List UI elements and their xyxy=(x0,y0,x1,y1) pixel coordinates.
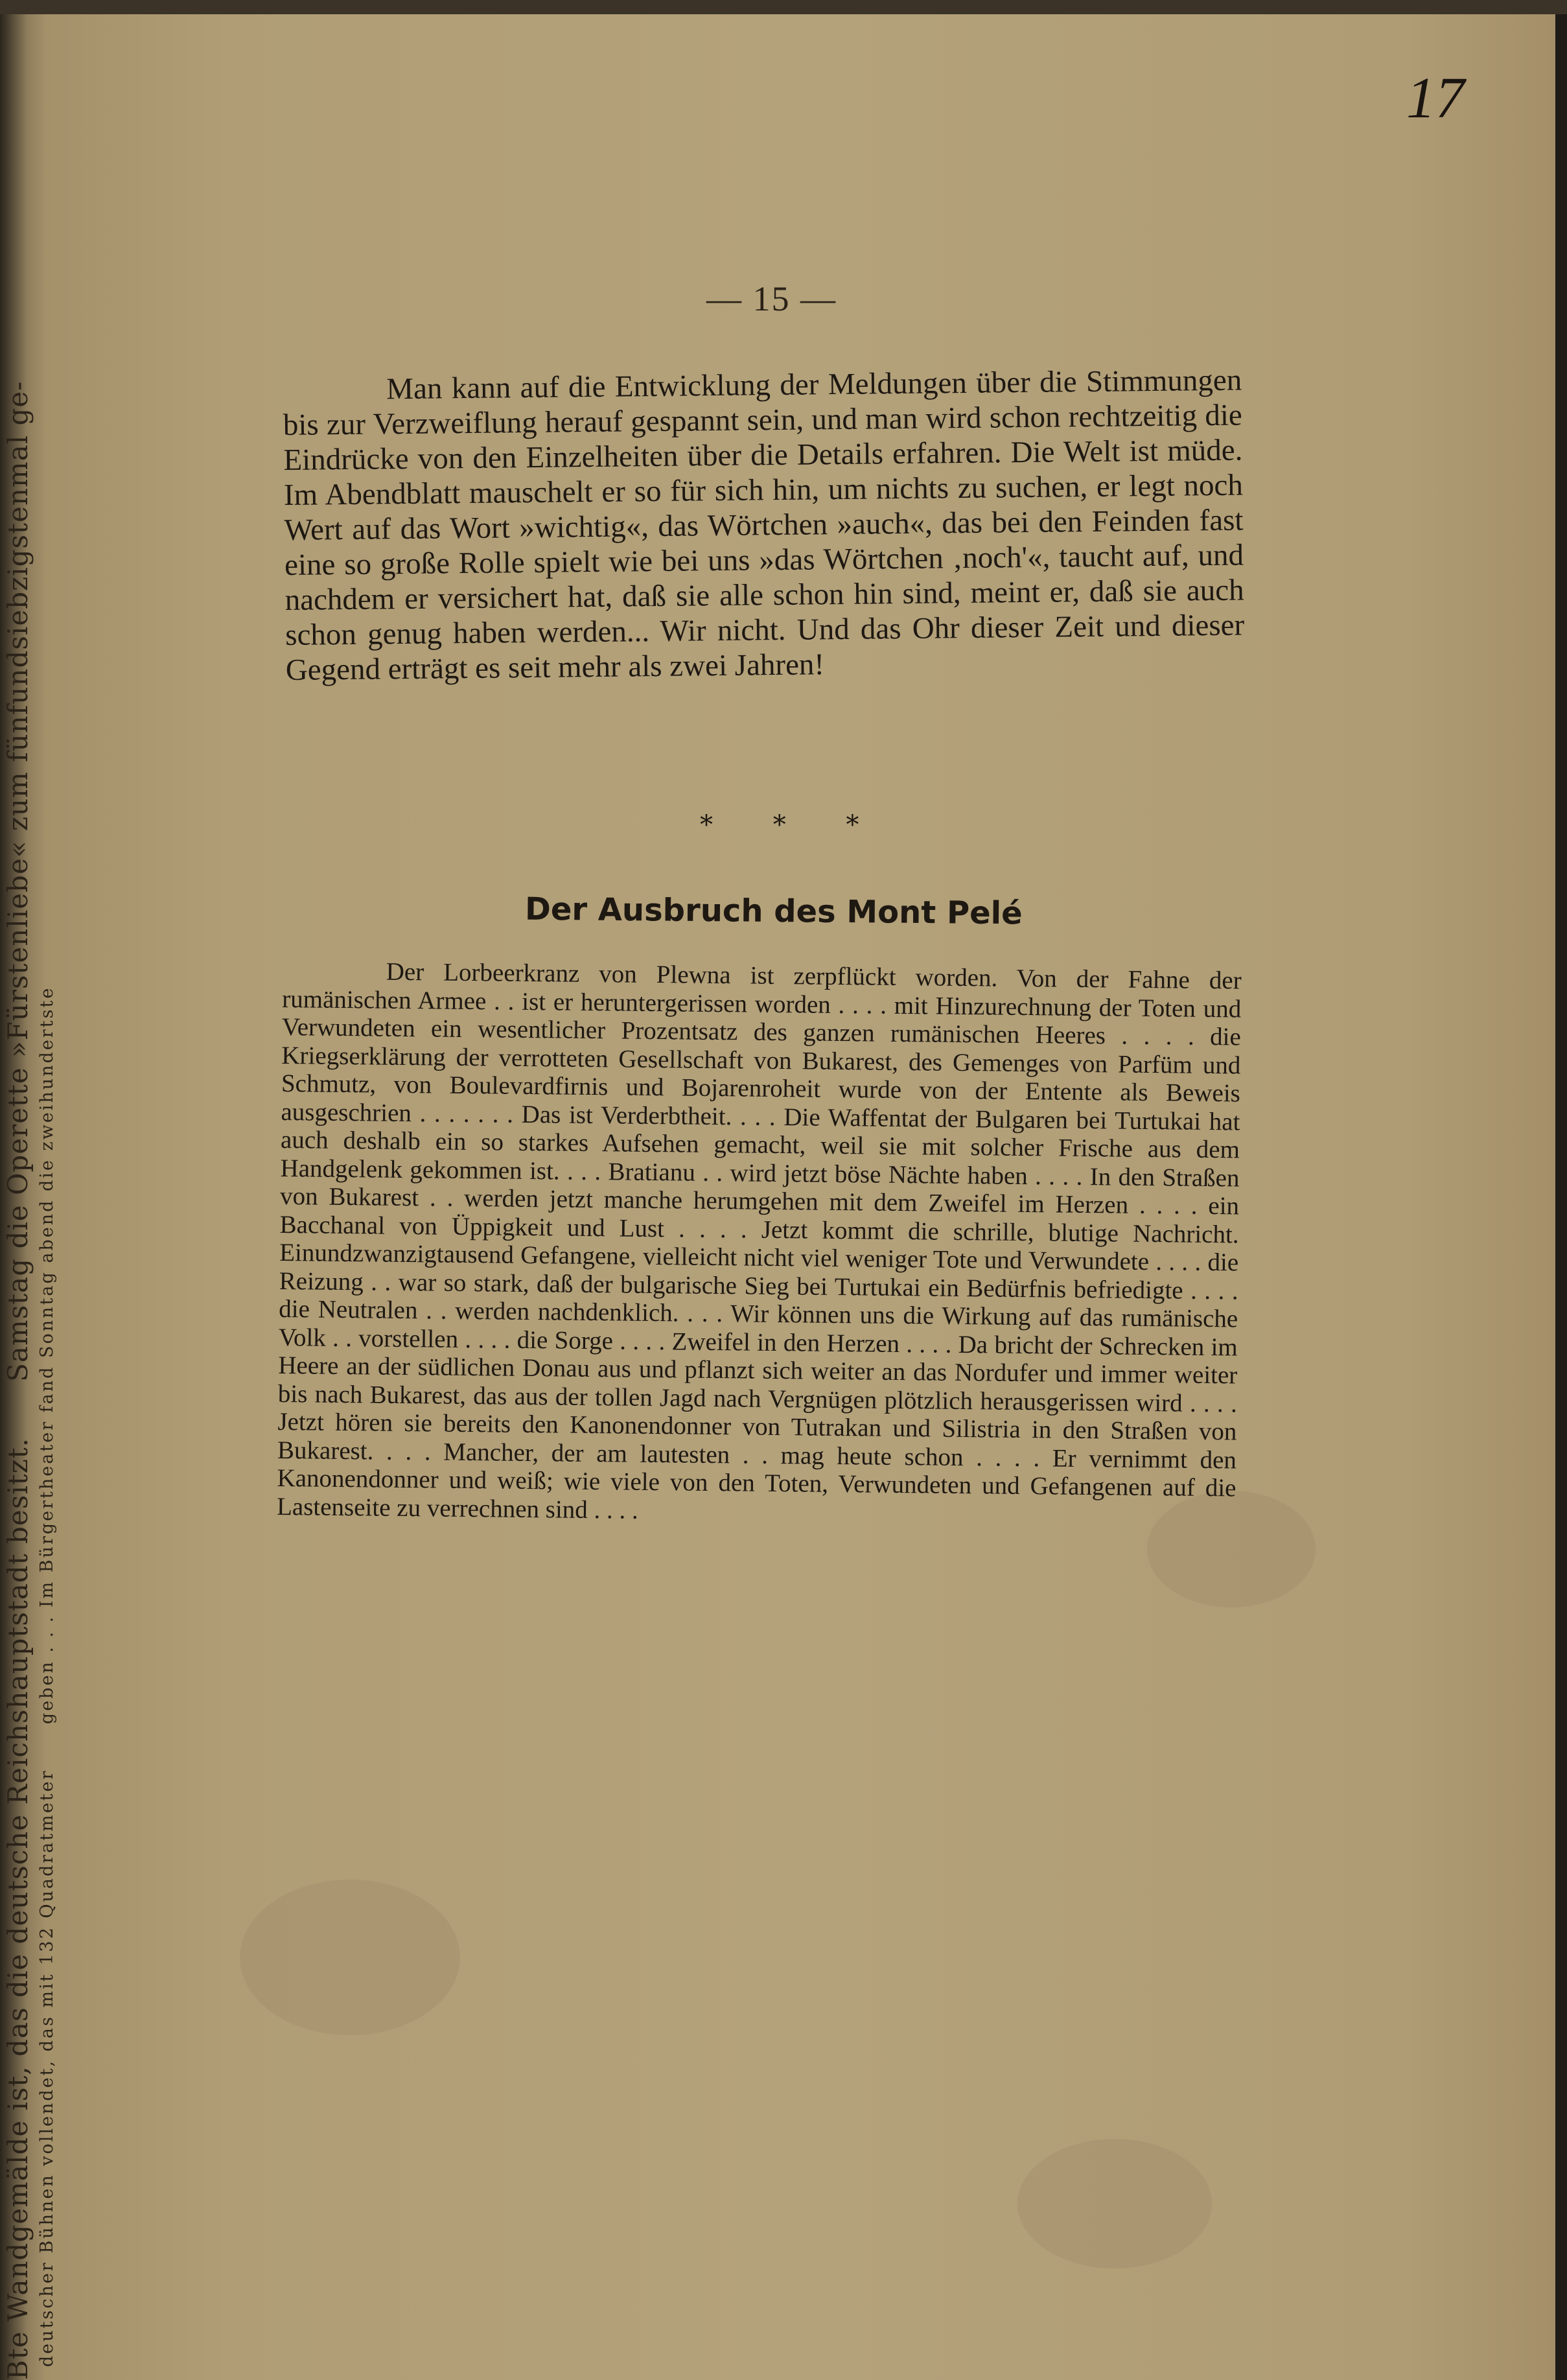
margin-note-line1-lower: Bte Wandgemälde ist, das die deutsche Reichshauptstadt besitzt. xyxy=(2,1438,34,2380)
margin-note-line2 xyxy=(36,0,58,2380)
paper-stain xyxy=(1017,2139,1212,2269)
indent-spacer xyxy=(283,399,386,400)
margin-note-line1 xyxy=(0,0,36,2380)
indent-spacer xyxy=(283,979,386,980)
top-edge-shadow xyxy=(0,0,1567,14)
margin-note-line2-lower: deutscher Bühnen vollendet, das mit 132 Quadratmeter xyxy=(37,1769,57,2367)
folio-number: 17 xyxy=(1406,66,1465,130)
paragraph-main xyxy=(277,957,1242,1530)
paragraph-intro xyxy=(283,363,1245,688)
margin-note-line1-upper: Samstag die Operette »Fürstenliebe« zum fünfundsiebzigstenmal ge- xyxy=(2,380,34,1382)
rotated-margin-note xyxy=(0,0,58,2380)
section-separator: * * * xyxy=(700,810,885,840)
page-number: — 15 — xyxy=(706,279,837,318)
margin-note-line2-upper: geben . . . Im Bürgertheater fand Sonntag abend die zweihundertste xyxy=(37,986,57,1725)
paragraph-main-text: Der Lorbeerkranz von Plewna ist zerpflückt worden. Von der Fahne der rumänischen Armee . . ist er heruntergerissen worden . . . . mit Hinzurechnung der Toten und Verwundeten ein wesentlicher Prozentsatz des ganzen rumänischen Heeres . . . . die Kriegserklärung der verrotteten Gesellschaft von Bukarest, des Gemenges von Parfüm und Schmutz, von Boulevardfirnis und Bojarenroheit wurde von der Entente als Beweis ausgeschrien . . . . . . . Das ist Verderbtheit. . . . Die Waffentat der Bulgaren bei Turtukai hat auch deshalb ein so starkes Aufsehen gemacht, weil sie mit solcher Frische aus dem Handgelenk gekommen ist. . . . Bratianu . . wird jetzt böse Nächte haben . . . . In den Straßen von Bukarest . . werden jetzt manche herumgehen mit dem Zweifel im Herzen . . . . ein Bacchanal von Üppigkeit und Lust . . . . Jetzt kommt die schrille, blutige Nachricht. Einundzwanzigtausend Gefangene, vielleicht nicht viel weniger Tote und Verwundete . . . . die Reizung . . war so stark, daß der bulgarische Sieg bei Turtukai ein Bedürfnis befriedigte . . . . die Neutralen . . werden nachdenklich. . . . Wir können uns die Wirkung auf das rumänische Volk . . vorstellen . . . . die Sorge . . . . Zweifel in den Herzen . . . . Da bricht der Schrecken im Heere an der südlichen Donau aus und pflanzt sich weiter an das Nordufer und immer weiter bis nach Bukarest, das aus der tollen Jagd nach Vergnügen plötzlich herausgerissen wird . . . . Jetzt hören sie bereits den Kanonendonner von Tutrakan und Silistria in den Straßen von Bukarest. . . . Mancher, der am lautesten . . mag heute schon . . . . Er vernimmt den Kanonendonner und weiß; wie viele von den Toten, Verwundeten und Gefangenen auf die Lastenseite zu verrechnen sind . . . . xyxy=(276,957,1242,1524)
section-title: Der Ausbruch des Mont Pelé xyxy=(524,891,1023,932)
paragraph-intro-text: Man kann auf die Entwicklung der Meldungen über die Stimmungen bis zur Verzweiflung herauf gespannt sein, und man wird schon rechtzeitig die Eindrücke von den Einzelheiten über die Details erfahren. Die Welt ist müde. Im Abendblatt mauschelt er so für sich hin, um nichts zu suchen, er legt noch Wert auf das Wort »wichtig«, das Wörtchen »auch«, das bei den Feinden fast eine so große Rolle spielt wie bei uns »das Wörtchen ‚noch'«, taucht auf, und nachdem er versichert hat, daß sie alle schon hin sind, meint er, daß sie auch schon genug haben werden... Wir nicht. Und das Ohr dieser Zeit und dieser Gegend erträgt es seit mehr als zwei Jahren! xyxy=(283,363,1245,687)
paper-stain xyxy=(240,1880,460,2035)
margin-note-strip xyxy=(0,0,71,2380)
